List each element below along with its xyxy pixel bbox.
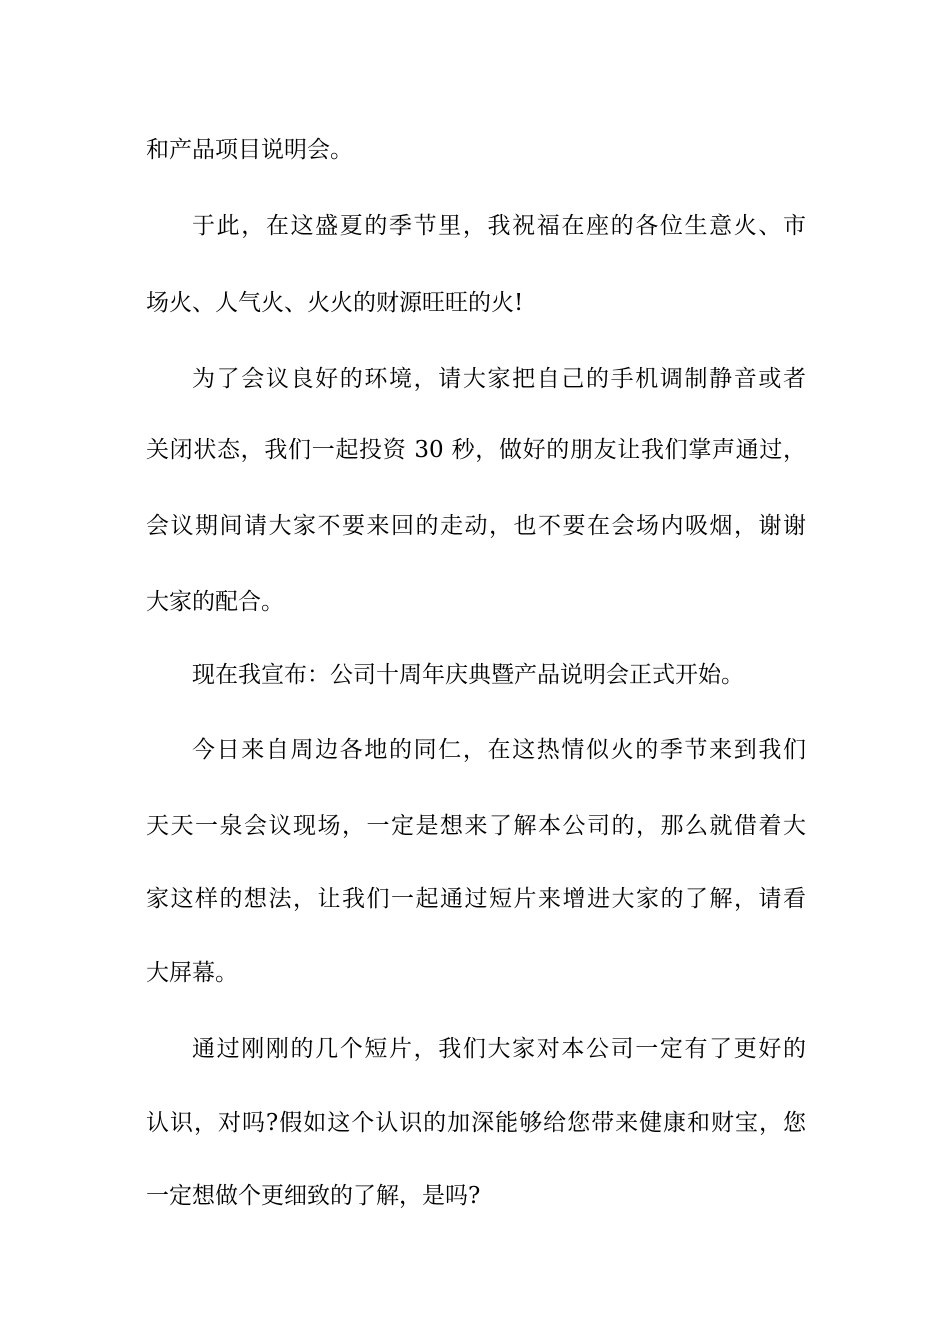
text-line: 大家的配合。 — [146, 589, 284, 615]
paragraph-first-line: 于此，在这盛夏的季节里，我祝福在座的各位生意火、市 — [192, 213, 806, 239]
text-line: 关闭状态，我们一起投资 30 秒，做好的朋友让我们掌声通过， — [146, 437, 806, 463]
paragraph-first-line: 现在我宣布：公司十周年庆典暨产品说明会正式开始。 — [192, 662, 744, 688]
text-line: 一定想做个更细致的了解，是吗? — [146, 1183, 481, 1209]
text-line: 场火、人气火、火火的财源旺旺的火! — [146, 290, 524, 316]
text-line: 大屏幕。 — [146, 960, 238, 986]
text-line: 认识，对吗?假如这个认识的加深能够给您带来健康和财宝，您 — [146, 1110, 806, 1136]
paragraph-first-line: 为了会议良好的环境，请大家把自己的手机调制静音或者 — [192, 366, 806, 392]
paragraph-first-line: 通过刚刚的几个短片，我们大家对本公司一定有了更好的 — [192, 1036, 806, 1062]
paragraph-first-line: 今日来自周边各地的同仁，在这热情似火的季节来到我们 — [192, 737, 806, 763]
text-line: 家这样的想法，让我们一起通过短片来增进大家的了解，请看 — [146, 886, 806, 912]
text-line: 会议期间请大家不要来回的走动，也不要在会场内吸烟，谢谢 — [146, 513, 806, 539]
text-line: 和产品项目说明会。 — [146, 137, 353, 163]
text-line: 天天一泉会议现场，一定是想来了解本公司的，那么就借着大 — [146, 813, 806, 839]
